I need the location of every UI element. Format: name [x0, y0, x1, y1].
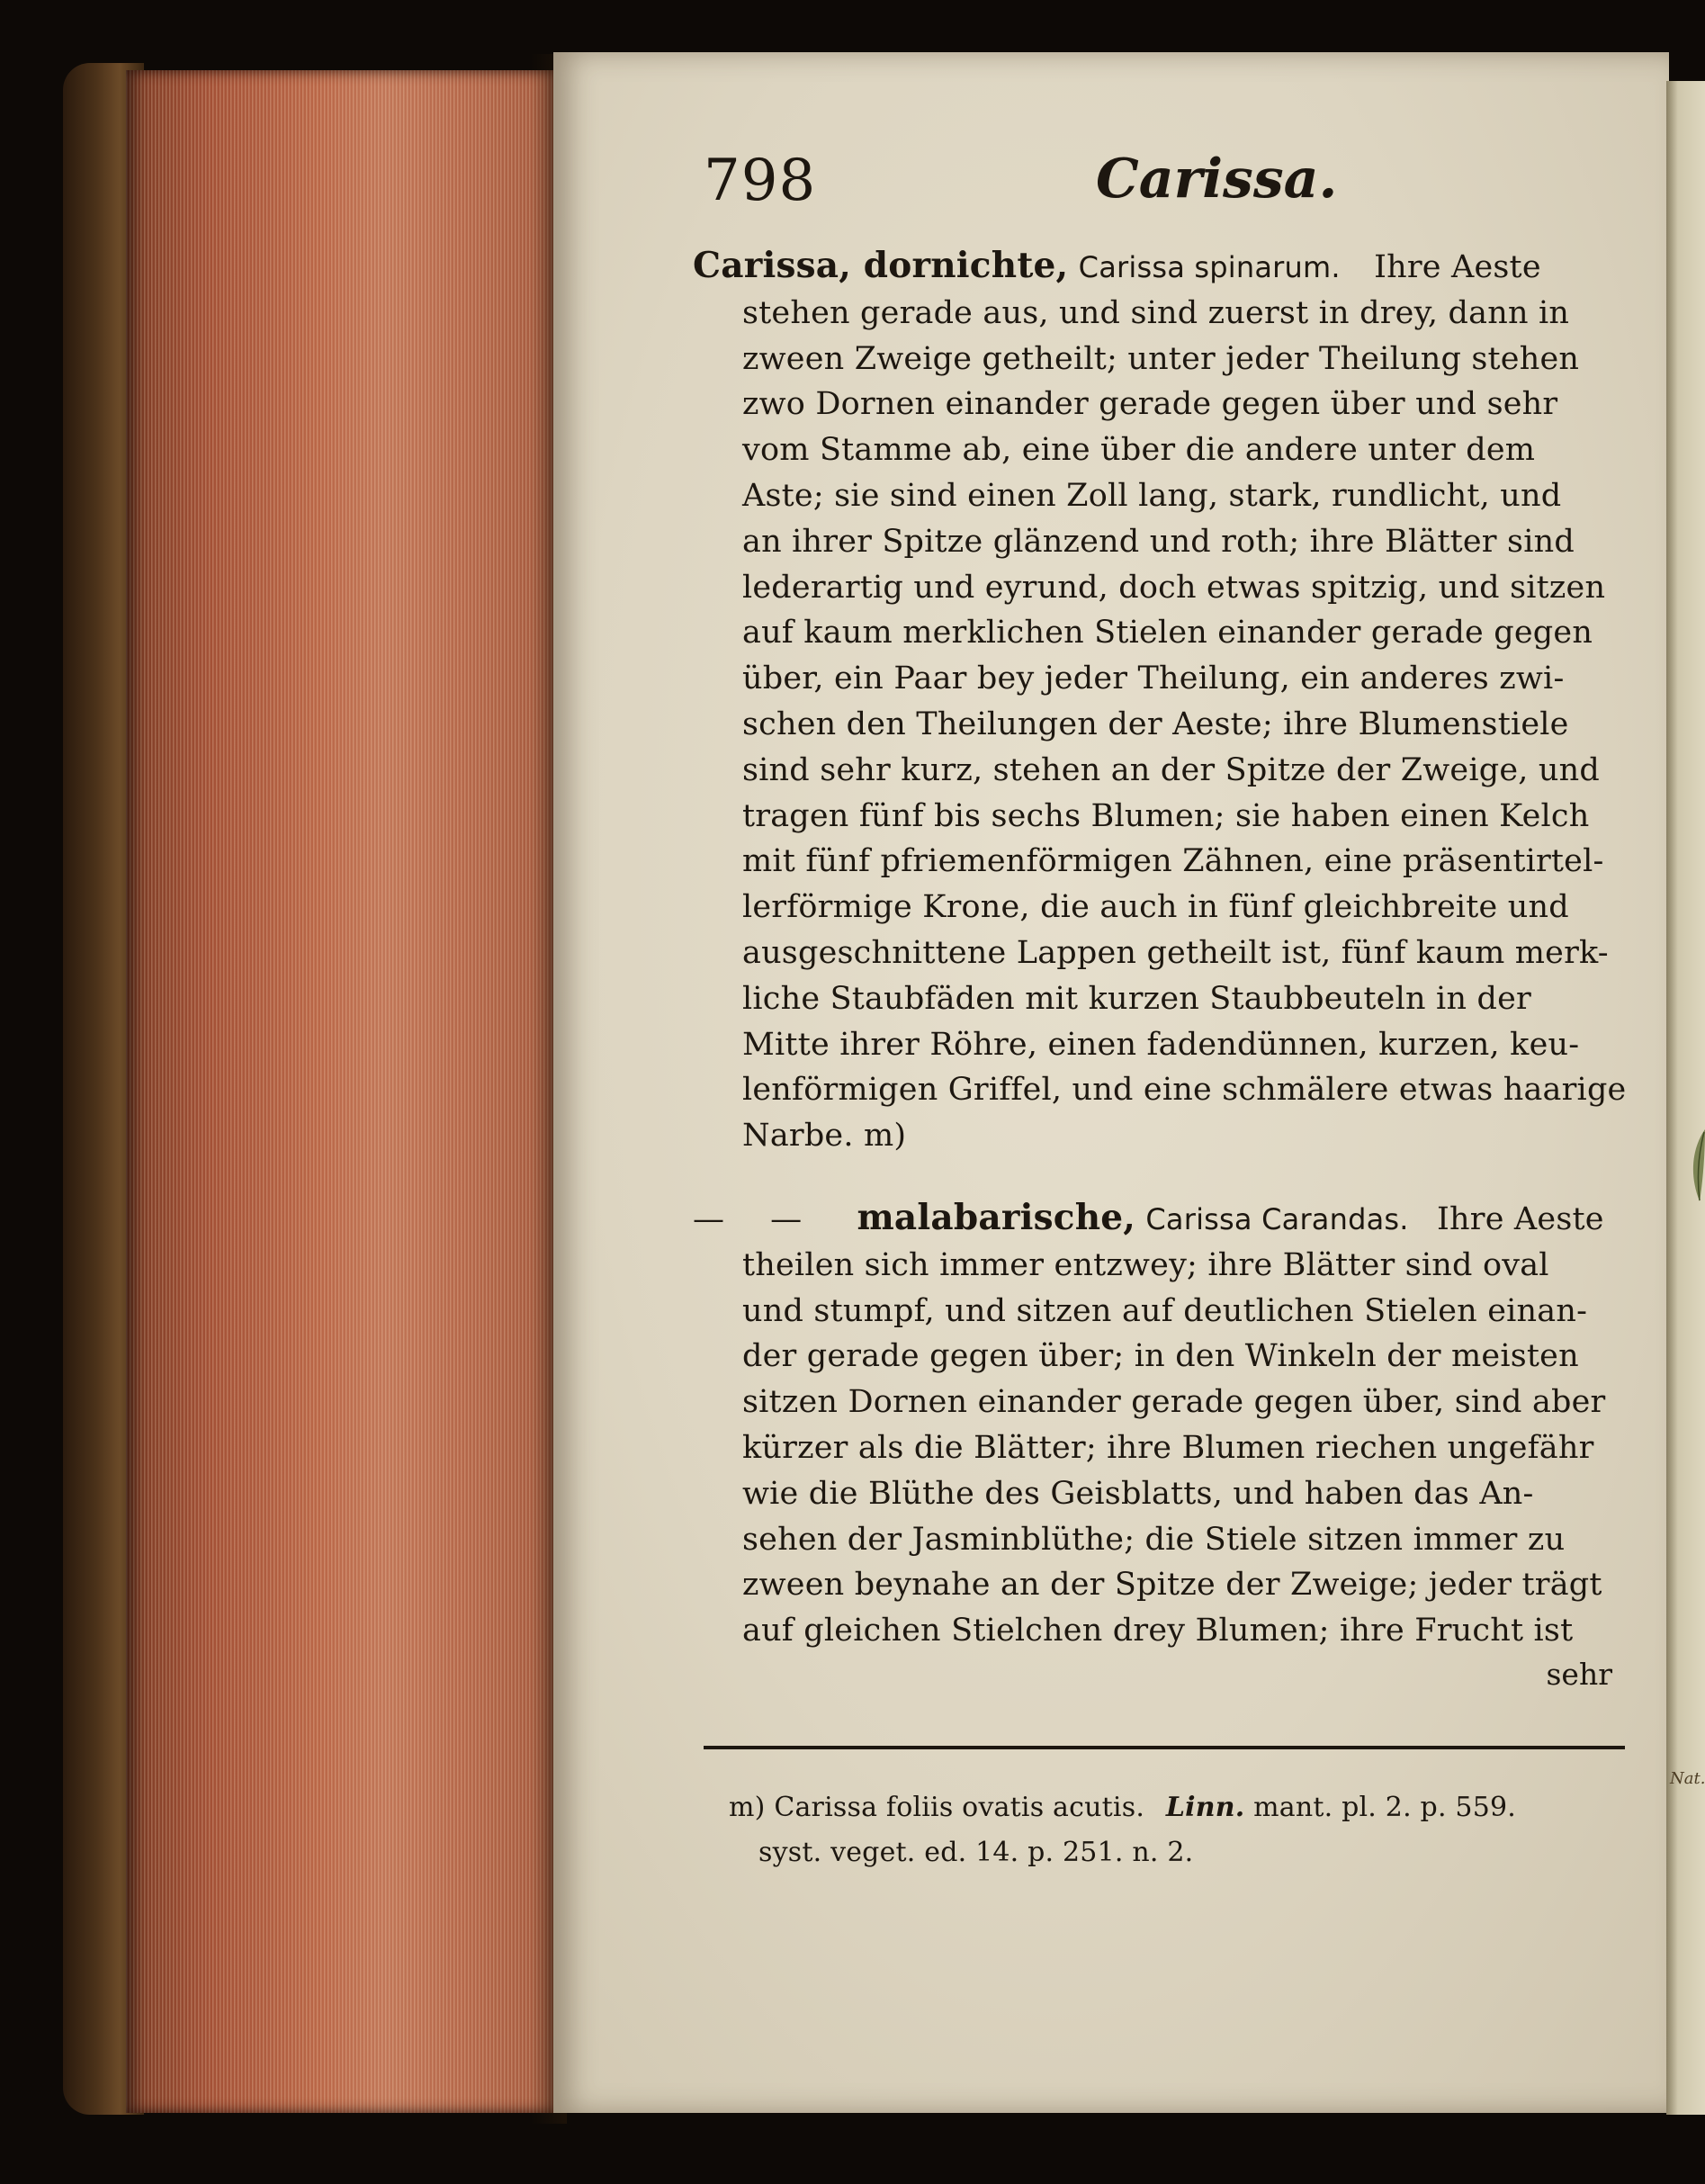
- text-line: zwo Dornen einander gerade gegen über und sehr: [742, 386, 1558, 423]
- footnote: [693, 1785, 1620, 1875]
- footnote-line-1: [729, 1785, 1620, 1830]
- text-line: und stumpf, und sitzen auf deutlichen Stielen einan-: [742, 1292, 1588, 1329]
- text-line: lederartig und eyrund, doch etwas spitzig, und sitzen: [742, 569, 1606, 606]
- entry-first-line-text: Ihre Aeste: [1437, 1200, 1604, 1237]
- footnote-mark: m): [729, 1791, 766, 1823]
- catchword: sehr: [1546, 1656, 1612, 1692]
- text-line: auf gleichen Stielchen drey Blumen; ihre Frucht ist: [742, 1613, 1574, 1649]
- text-line: Narbe. m): [742, 1118, 907, 1155]
- footnote-author: Linn.: [1165, 1791, 1245, 1823]
- entry-first-line-text: Ihre Aeste: [1374, 249, 1541, 285]
- text-line: liche Staubfäden mit kurzen Staubbeuteln in der: [742, 980, 1531, 1017]
- text-line: der gerade gegen über; in den Winkeln der meisten: [742, 1338, 1579, 1375]
- entry-headword: malabarische,: [857, 1196, 1136, 1238]
- page-fore-edges: [126, 70, 558, 2113]
- text-line: lenförmigen Griffel, und eine schmälere etwas haarige: [742, 1072, 1627, 1109]
- entry-latin-name: Carissa spinarum.: [1078, 250, 1341, 284]
- text-line: tragen fünf bis sechs Blumen; sie haben einen Kelch: [742, 797, 1590, 834]
- entry-latin-name: Carissa Carandas.: [1145, 1201, 1409, 1236]
- text-line: über, ein Paar bey jeder Theilung, ein anderes zwi-: [742, 661, 1565, 697]
- footnote-rule: [704, 1746, 1625, 1749]
- text-line: vom Stamme ab, eine über die andere unter dem: [742, 432, 1536, 469]
- text-line: Aste; sie sind einen Zoll lang, stark, rundlicht, und: [742, 477, 1562, 514]
- text-line: zween beynahe an der Spitze der Zweige; jeder trägt: [742, 1567, 1602, 1604]
- facing-page-fragment: [1666, 81, 1705, 2115]
- entry-carissa-spinarum: [693, 243, 1627, 1159]
- entry-dashes: — —: [693, 1200, 821, 1237]
- text-line: auf kaum merklichen Stielen einander gerade gegen: [742, 615, 1593, 652]
- footnote-ref: mant. pl. 2. p. 559.: [1253, 1791, 1517, 1823]
- running-title: Carissa.: [1096, 148, 1338, 211]
- facing-page-label: Nat.: [1670, 1769, 1705, 1788]
- text-line: schen den Theilungen der Aeste; ihre Blumenstiele: [742, 706, 1569, 742]
- entry-headword: Carissa, dornichte,: [693, 245, 1069, 286]
- text-line: wie die Blüthe des Geisblatts, und haben das An-: [742, 1475, 1534, 1512]
- footnote-line-2: syst. veget. ed. 14. p. 251. n. 2.: [758, 1836, 1194, 1868]
- entry-first-line: [693, 1195, 1620, 1243]
- text-line: kürzer als die Blätter; ihre Blumen riechen ungefähr: [742, 1429, 1594, 1466]
- text-line: lerförmige Krone, die auch in fünf gleichbreite und: [742, 889, 1569, 926]
- page-text: [693, 135, 1627, 1875]
- text-line: stehen gerade aus, und sind zuerst in drey, dann in: [742, 294, 1570, 331]
- text-line: sitzen Dornen einander gerade gegen über, sind aber: [742, 1384, 1606, 1421]
- text-line: Mitte ihrer Röhre, einen fadendünnen, kurzen, keu-: [742, 1026, 1580, 1063]
- text-line: theilen sich immer entzwey; ihre Blätter sind oval: [742, 1246, 1549, 1283]
- text-line: sehen der Jasminblüthe; die Stiele sitzen immer zu: [742, 1521, 1566, 1558]
- text-line: mit fünf pfriemenförmigen Zähnen, eine präsentirtel-: [742, 843, 1604, 880]
- entry-first-line: [693, 243, 1620, 291]
- page-number: 798: [704, 148, 817, 214]
- text-line: ausgeschnittene Lappen getheilt ist, fünf kaum merk-: [742, 934, 1609, 971]
- text-line: zween Zweige getheilt; unter jeder Theilung stehen: [742, 340, 1580, 377]
- leaf-illustration-icon: [1687, 1125, 1705, 1206]
- entry-carissa-carandas: [693, 1195, 1620, 1695]
- text-line: sind sehr kurz, stehen an der Spitze der Zweige, und: [742, 751, 1600, 788]
- footnote-text: Carissa foliis ovatis acutis.: [774, 1791, 1145, 1823]
- text-line: an ihrer Spitze glänzend und roth; ihre Blätter sind: [742, 523, 1575, 560]
- page-header: [693, 135, 1620, 225]
